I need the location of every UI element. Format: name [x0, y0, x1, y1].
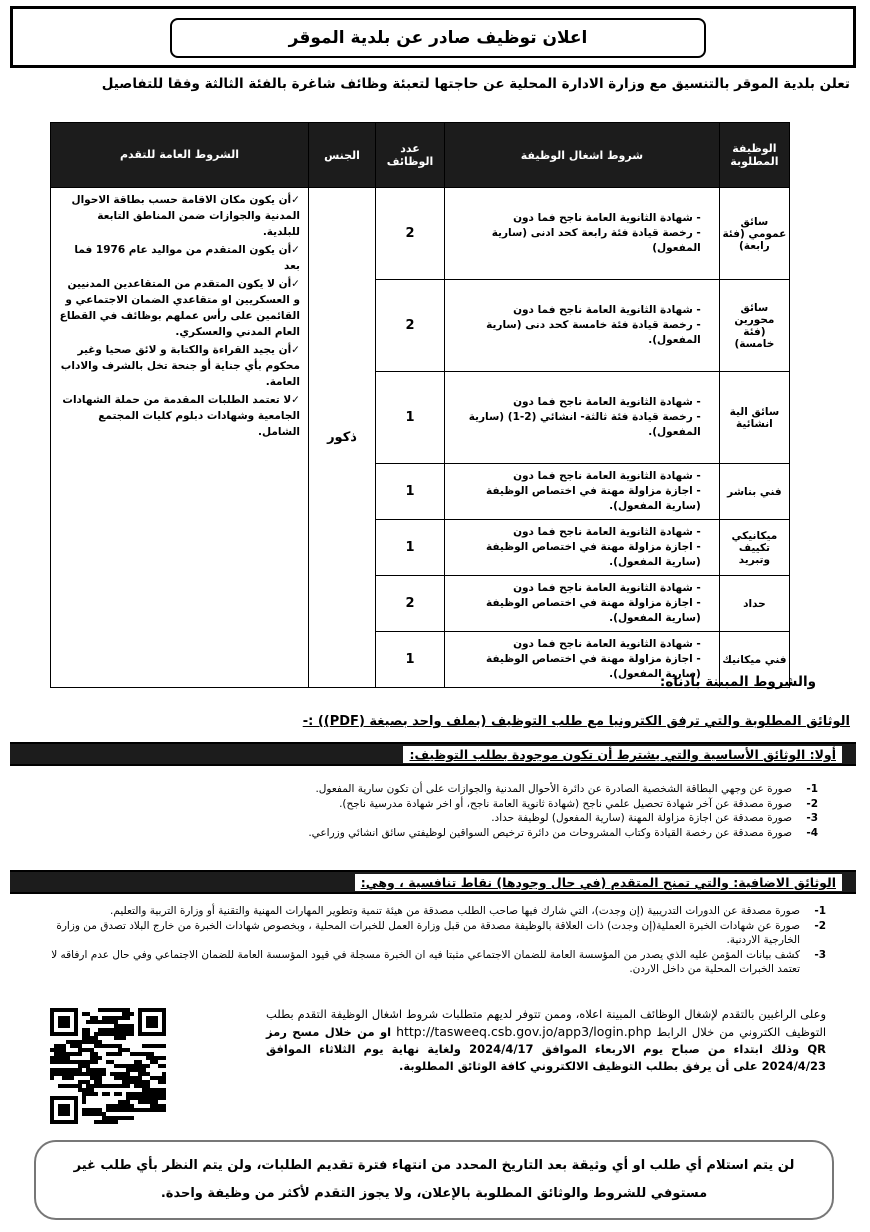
job-condition-line: - شهادة الثانوية العامة ناجح فما دون	[513, 470, 701, 482]
section2-band	[10, 870, 856, 894]
table-row	[51, 188, 790, 280]
job-count-cell: 1	[376, 372, 445, 464]
job-condition-line: - شهادة الثانوية العامة ناجح فما دون	[513, 304, 701, 316]
job-title-cell: فني بناشر	[719, 464, 789, 520]
job-count-cell: 2	[376, 576, 445, 632]
job-condition-line: - رخصة قيادة فئة ثالثة- انشائي (2-1) (سارية المفعول).	[468, 411, 701, 438]
application-link[interactable]: http://tasweeq.csb.gov.jo/app3/login.php	[396, 1024, 652, 1039]
document-item-text: كشف بيانات المؤمن عليه الذي يصدر من المؤسسة العامة للضمان الاجتماعي مثبتا فيه ان الخبرة مسجلة في قيود المؤسسة العامة للضمان الاجتماعي وفي حال عدم ارفاقه لا تعتمد الخبرات المحلية من داخل الاردن.	[51, 948, 800, 975]
document-item-number: 1-	[814, 905, 826, 917]
document-item-number: 4-	[806, 826, 818, 839]
section2-list	[26, 904, 826, 977]
general-conditions-cell	[51, 188, 309, 688]
job-conditions-cell	[445, 372, 720, 464]
job-conditions-cell	[445, 280, 720, 372]
job-condition-line: - شهادة الثانوية العامة ناجح فما دون	[513, 396, 701, 408]
section1-list	[28, 782, 818, 840]
header-general: الشروط العامة للتقدم	[51, 123, 309, 188]
job-title-cell: سائق محورين (فئة خامسة)	[719, 280, 789, 372]
header-conditions: شروط اشغال الوظيفة	[445, 123, 720, 188]
section1-band	[10, 742, 856, 766]
job-title-cell: حداد	[719, 576, 789, 632]
document-item-text: صورة مصدقة عن اجازة مزاولة المهنة (سارية المفعول) لوظيفة حداد.	[491, 812, 792, 824]
job-condition-line: - شهادة الثانوية العامة ناجح فما دون	[513, 638, 701, 650]
header-gender: الجنس	[308, 123, 375, 188]
conditions-below-label: والشروط المبينة بأدناه:	[659, 674, 816, 690]
document-item-text: صورة مصدقة عن الدورات التدريبية (إن وجدت)، التي شارك فيها صاحب الطلب مصدقة من هيئة تنمية وتطوير المهارات المهنية والتقنية أو وزارة التربية والتعليم.	[110, 905, 800, 917]
job-title-cell: سائق الية انشائية	[719, 372, 789, 464]
document-item	[28, 782, 818, 797]
job-title-cell: سائق عمومي (فئة رابعة)	[719, 188, 789, 280]
general-conditions-list	[59, 192, 300, 440]
job-count-cell: 1	[376, 632, 445, 688]
document-item-text: صورة مصدقة عن رخصة القيادة وكتاب المشروحات من دائرة ترخيص السواقين لوظيفتي سائق انشائي وزراعي.	[308, 826, 792, 839]
document-item-number: 1-	[806, 783, 818, 795]
general-condition-item: ✓ أن يكون المتقدم من مواليد عام 1976 فما بعد	[59, 242, 300, 274]
job-count-cell: 2	[376, 280, 445, 372]
job-condition-line: - اجازة مزاولة مهنة في اختصاص الوظيفة (سارية المفعول).	[485, 541, 701, 568]
document-item	[26, 948, 826, 977]
general-condition-item: ✓ أن يكون مكان الاقامة حسب بطاقة الاحوال المدنية والجوازات ضمن المناطق التابعة للبلدية.	[59, 192, 300, 240]
closing-text	[266, 1006, 826, 1075]
job-count-cell: 2	[376, 188, 445, 280]
gender-cell: ذكور	[308, 188, 375, 688]
qr-code-icon[interactable]	[46, 1008, 170, 1124]
job-condition-line: - شهادة الثانوية العامة ناجح فما دون	[513, 582, 701, 594]
job-condition-line: - رخصة قيادة فئة رابعة كحد ادنى (سارية المفعول)	[491, 227, 701, 254]
announcement-title: اعلان توظيف صادر عن بلدية الموقر	[170, 18, 706, 58]
job-conditions-cell	[445, 520, 720, 576]
job-condition-line: - شهادة الثانوية العامة ناجح فما دون	[513, 526, 701, 538]
job-conditions-cell	[445, 576, 720, 632]
header-job: الوظيفة المطلوبة	[719, 123, 789, 188]
document-item	[26, 919, 826, 948]
intro-text: تعلن بلدية الموقر بالتنسيق مع وزارة الادارة المحلية عن حاجتها لتعبئة وظائف شاغرة بالفئة الثالثة وفقا للتفاصيل	[101, 76, 850, 92]
document-item	[28, 797, 818, 812]
document-item	[28, 826, 818, 841]
document-item-number: 3-	[814, 948, 826, 961]
document-item-text: صورة عن شهادات الخبرة العملية(إن وجدت) ذات العلاقة بالوظيفة مصدقة من قبل وزارة العمل للخبرات المحلية ، وبخصوص شهادات الخبرة من خارج البلاد تصدق من وزارة الخارجية الاردنية.	[56, 919, 800, 946]
page	[10, 6, 856, 1228]
document-item-number: 2-	[814, 919, 826, 932]
job-conditions-cell	[445, 188, 720, 280]
document-item-text: صورة مصدقة عن آخر شهادة تحصيل علمي ناجح (شهادة ثانوية العامة ناجح، أو اخر شهادة مدرسية ناجح).	[339, 797, 792, 810]
section2-title: الوثائق الاضافية: والتي تمنح المتقدم (في حال وجودها) نقاط تنافسية ، وهي:	[355, 874, 842, 891]
job-condition-line: - شهادة الثانوية العامة ناجح فما دون	[513, 212, 701, 224]
job-conditions-cell	[445, 464, 720, 520]
jobs-table	[50, 122, 790, 688]
job-condition-line: - اجازة مزاولة مهنة في اختصاص الوظيفة (سارية المفعول).	[485, 653, 701, 680]
job-count-cell: 1	[376, 520, 445, 576]
document-item-number: 3-	[806, 812, 818, 824]
job-title-cell: ميكانيكي تكييف وتبريد	[719, 520, 789, 576]
closing-paragraph-2: او من خلال مسح رمز QR وذلك ابتداء من صباح يوم الاربعاء الموافق 2024/4/17 ولغاية نهاية يوم الثلاثاء الموافق 2024/4/23 على أن يرفق بطلب التوظيف الالكتروني كافة الوثائق المطلوبة.	[266, 1025, 826, 1073]
docs-heading: الوثائق المطلوبة والتي ترفق الكترونيا مع طلب التوظيف (بملف واحد بصيغة (PDF)) :-	[302, 714, 850, 729]
job-condition-line: - اجازة مزاولة مهنة في اختصاص الوظيفة (سارية المفعول).	[485, 597, 701, 624]
closing-paragraph-1: وعلى الراغبين بالتقدم لإشغال الوظائف المبينة اعلاه، وممن تتوفر لديهم متطلبات شروط اشغال الوظيفة التقدم بطلب التوظيف الكتروني من خلال الرابط	[266, 1007, 827, 1039]
general-condition-item: ✓ أن يجيد القراءة والكتابة و لائق صحيا وغير محكوم بأي جناية أو جنحة تخل بالشرف والاداب العامة.	[59, 342, 300, 390]
document-item	[26, 904, 826, 919]
header-count: عدد الوظائف	[376, 123, 445, 188]
general-condition-item: ✓ أن لا يكون المتقدم من المتقاعدين المدنيين و العسكريين او متقاعدي الضمان الاجتماعي و القائمين على رأس عملهم بوظائف في القطاع العام المدني والعسكري.	[59, 276, 300, 340]
general-condition-item: ✓ لا تعتمد الطلبات المقدمة من حملة الشهادات الجامعية وشهادات دبلوم كليات المجتمع الشامل.	[59, 392, 300, 440]
job-count-cell: 1	[376, 464, 445, 520]
document-item-number: 2-	[806, 797, 818, 810]
document-item	[28, 811, 818, 826]
job-condition-line: - اجازة مزاولة مهنة في اختصاص الوظيفة (سارية المفعول).	[485, 485, 701, 512]
section1-title: أولا: الوثائق الأساسية والتي يشترط أن تكون موجودة بطلب التوظيف:	[403, 746, 842, 763]
document-item-text: صورة عن وجهي البطاقة الشخصية الصادرة عن دائرة الأحوال المدنية والجوازات على أن تكون سارية المفعول.	[315, 783, 792, 795]
job-condition-line: - رخصة قيادة فئة خامسة كحد دنى (سارية المفعول).	[486, 319, 701, 346]
table-header-row	[51, 123, 790, 188]
notice-box: لن يتم استلام أي طلب او أي وثيقة بعد التاريخ المحدد من انتهاء فترة تقديم الطلبات، ولن يتم النظر بأي طلب غير مستوفي للشروط والوثائق المطلوبة بالإعلان، ولا يجوز التقدم لأكثر من وظيفة واحدة.	[34, 1140, 834, 1220]
job-title-cell: فني ميكانيك	[719, 632, 789, 688]
